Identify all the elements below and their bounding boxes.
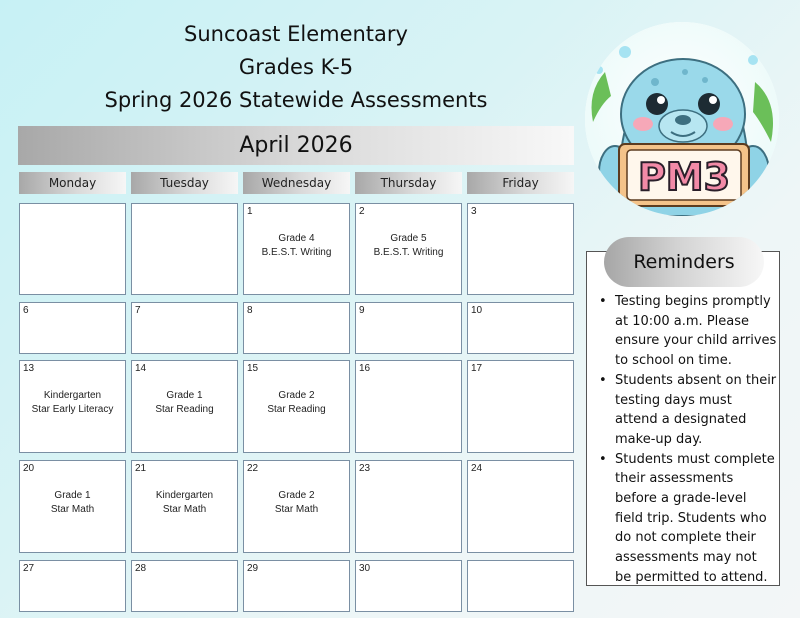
calendar-day-cell <box>467 360 574 453</box>
event-line: Grade 4 <box>278 233 315 244</box>
assessment-event <box>20 389 125 417</box>
reminders-title: Reminders <box>604 237 764 287</box>
day-number: 23 <box>359 463 371 474</box>
event-line: Star Reading <box>267 404 326 415</box>
calendar-day-cell <box>355 203 462 295</box>
day-number: 7 <box>135 305 141 316</box>
day-number: 27 <box>23 563 35 574</box>
assessment-event <box>244 389 349 417</box>
day-number: 10 <box>471 305 483 316</box>
event-line: B.E.S.T. Writing <box>373 247 444 258</box>
day-number: 30 <box>359 563 371 574</box>
assessment-event <box>244 232 349 260</box>
page-title: Spring 2026 Statewide Assessments <box>104 88 488 112</box>
event-line: Star Reading <box>155 404 214 415</box>
calendar-day-cell <box>131 560 238 612</box>
event-line: Kindergarten <box>43 390 102 401</box>
manatee-mascot-icon <box>585 22 779 216</box>
event-line: Kindergarten <box>155 490 214 501</box>
calendar-day-cell <box>131 203 238 295</box>
reminder-item: • Students absent on their testing days must attend a designated make-up day. <box>599 371 777 450</box>
calendar-day-cell <box>131 360 238 453</box>
weekday-header-thursday: Thursday <box>355 172 462 194</box>
assessment-event <box>244 489 349 517</box>
day-number: 28 <box>135 563 147 574</box>
event-line: B.E.S.T. Writing <box>261 247 332 258</box>
event-line: Grade 2 <box>278 490 315 501</box>
reminders-box <box>586 251 780 586</box>
day-number: 15 <box>247 363 259 374</box>
reminders-list <box>599 292 777 588</box>
day-number: 13 <box>23 363 35 374</box>
calendar-day-cell <box>19 302 126 354</box>
calendar-day-cell <box>19 560 126 612</box>
calendar-day-cell <box>243 302 350 354</box>
school-name: Suncoast Elementary <box>184 22 408 46</box>
calendar-day-cell <box>243 560 350 612</box>
event-line: Star Math <box>274 504 319 515</box>
event-line: Grade 5 <box>390 233 427 244</box>
calendar-day-cell <box>467 302 574 354</box>
month-title: April 2026 <box>18 126 574 165</box>
day-number: 1 <box>247 206 253 217</box>
calendar-day-cell <box>243 360 350 453</box>
day-number: 8 <box>247 305 253 316</box>
calendar-day-cell <box>131 302 238 354</box>
assessment-event <box>356 232 461 260</box>
day-number: 9 <box>359 305 365 316</box>
calendar-day-cell <box>355 302 462 354</box>
grades-line: Grades K-5 <box>238 55 354 79</box>
weekday-header-wednesday: Wednesday <box>243 172 350 194</box>
event-line: Star Early Literacy <box>31 404 114 415</box>
calendar-day-cell <box>243 460 350 553</box>
day-number: 6 <box>23 305 29 316</box>
assessment-event <box>132 389 237 417</box>
day-number: 21 <box>135 463 147 474</box>
calendar-day-cell <box>355 460 462 553</box>
calendar-day-cell <box>19 460 126 553</box>
header <box>20 18 572 117</box>
day-number: 14 <box>135 363 147 374</box>
event-line: Star Math <box>50 504 95 515</box>
assessment-event <box>20 489 125 517</box>
weekday-header-friday: Friday <box>467 172 574 194</box>
assessment-event <box>132 489 237 517</box>
calendar-day-cell <box>243 203 350 295</box>
day-number: 20 <box>23 463 35 474</box>
day-number: 29 <box>247 563 259 574</box>
calendar-day-cell <box>355 360 462 453</box>
mascot-sign-text: PM3 <box>637 155 731 199</box>
calendar-day-cell <box>467 203 574 295</box>
calendar-day-cell <box>19 360 126 453</box>
day-number: 17 <box>471 363 483 374</box>
event-line: Grade 1 <box>54 490 91 501</box>
event-line: Star Math <box>162 504 207 515</box>
calendar-day-cell <box>19 203 126 295</box>
mascot-badge <box>585 22 779 216</box>
day-number: 22 <box>247 463 259 474</box>
reminder-item: • Students must complete their assessments before a grade-level field trip. Students who do not complete their assessments may not be permitted to attend. <box>599 450 777 588</box>
calendar-day-cell <box>355 560 462 612</box>
event-line: Grade 1 <box>166 390 203 401</box>
day-number: 16 <box>359 363 371 374</box>
calendar-day-cell <box>467 460 574 553</box>
calendar-day-cell <box>467 560 574 612</box>
reminder-item: • Testing begins promptly at 10:00 a.m. Please ensure your child arrives to school on time. <box>599 292 777 371</box>
day-number: 3 <box>471 206 477 217</box>
calendar-day-cell <box>131 460 238 553</box>
day-number: 24 <box>471 463 483 474</box>
day-number: 2 <box>359 206 365 217</box>
weekday-header-tuesday: Tuesday <box>131 172 238 194</box>
event-line: Grade 2 <box>278 390 315 401</box>
weekday-header-monday: Monday <box>19 172 126 194</box>
